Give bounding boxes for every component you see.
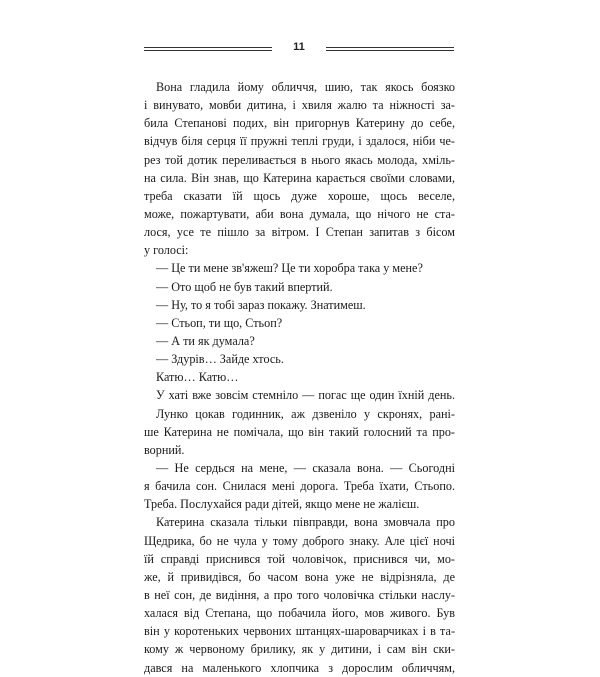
text-line: їй справді приснився той чоловічок, приснився чи, мо- [144, 551, 455, 566]
text-line: била Степанові подих, він пригорнув Катерину до себе, [144, 116, 455, 131]
text-line: — Не сердься на мене, — сказала вона. — Сьогодні [156, 460, 455, 475]
text-line: Вона гладила йому обличчя, шию, так якось боязко [156, 80, 455, 94]
text-line: Катю… Катю… [156, 370, 239, 385]
text-line: у голосі: [144, 243, 189, 258]
header-rule-right [326, 47, 454, 51]
text-line: Щедрика, бо не чула у тому доброго знаку. Але цієї ночі [144, 533, 455, 548]
text-line: рез той дотик переливається в нього якась молода, хміль- [144, 152, 455, 167]
text-line: — Стьоп, ти що, Стьоп? [156, 315, 283, 330]
text-line: в неї сон, де видіння, а про того чоловічка стільки наслу- [144, 587, 455, 602]
text-line: Треба. Послухайся ради дітей, якщо мене не жалієш. [144, 497, 420, 512]
text-line: може, пожартувати, аби вона думала, що нічого не ста- [144, 206, 455, 221]
text-line: лося, усе те пішло за вітром. І Степан запитав з бісом [144, 225, 455, 240]
text-line: халася від Степана, що побачила його, мов живого. Був [144, 606, 455, 621]
text-line: — Ото щоб не був такий впертий. [156, 279, 333, 294]
text-line: я бачила сон. Снилася мені дорога. Треба їхати, Стьопо. [144, 479, 455, 494]
text-line: — А ти як думала? [156, 333, 255, 348]
text-line: відчув біля серця її пружні теплі груди, і здалося, ніби че- [144, 134, 455, 149]
text-line: же, й привидівся, бо часом вона уже не відрізняла, де [144, 569, 455, 584]
text-line: У хаті вже зовсім стемніло — погас ще один їхній день. [156, 388, 455, 403]
text-line: кому ж червоному брилику, як у дитини, і сам він ски- [144, 642, 455, 657]
text-line: — Це ти мене зв'яжеш? Це ти хоробра така у мене? [156, 261, 423, 276]
page-number: 11 [293, 41, 305, 53]
text-line: треба сказати їй щось дуже хороше, щось веселе, [144, 188, 455, 203]
text-line: — Здурів… Зайде хтось. [156, 352, 284, 367]
text-line: — Ну, то я тобі зараз покажу. Знатимеш. [156, 297, 366, 312]
text-line: Катерина сказала тільки півправди, вона змовчала про [156, 515, 455, 530]
text-line: Лунко цокав годинник, аж дзвеніло у скронях, рані- [156, 406, 455, 421]
text-line: дався на маленького хлопчика з дорослим обличчям, [144, 660, 455, 675]
text-line: він у коротеньких червоних штанцях-шароварчиках і в та- [144, 624, 455, 639]
page-header [144, 43, 454, 57]
body-text [144, 78, 455, 677]
text-line: і винувато, мовби дитина, і хвиля жалю та ніжності за- [144, 98, 455, 113]
text-line: ворний. [144, 442, 185, 457]
text-line: ше Катерина не помічала, що він такий голосний та про- [144, 424, 455, 439]
text-line: на сила. Він знав, що Катерина карається своїми словами, [144, 170, 455, 185]
